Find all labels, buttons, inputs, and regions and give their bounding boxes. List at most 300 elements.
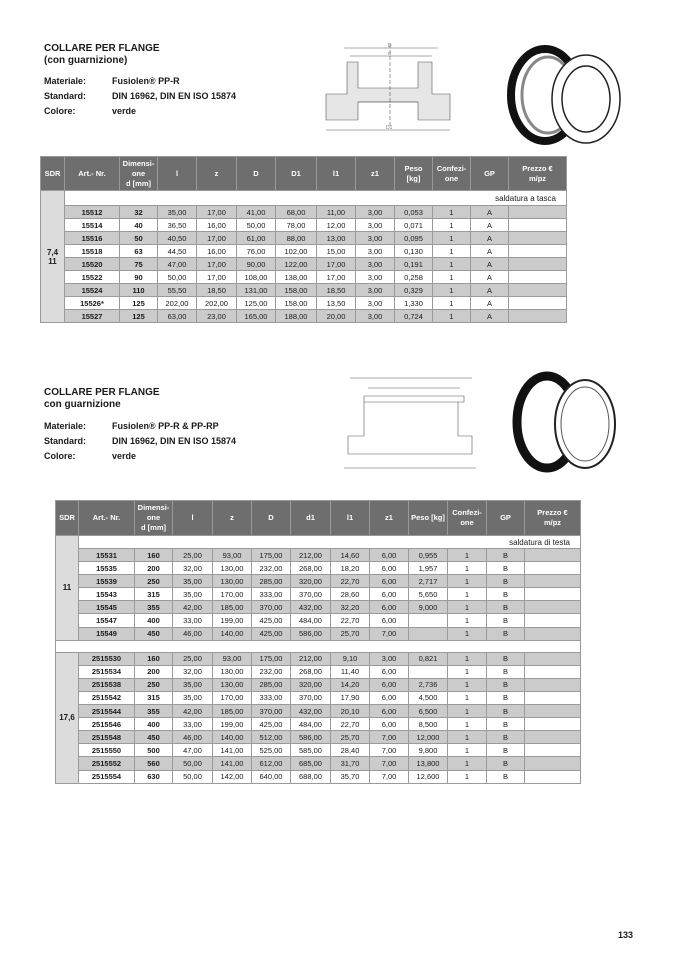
product-title: COLLARE PER FLANGE [44,387,160,398]
l1-cell: 28,40 [331,744,370,757]
prop-value: verde [112,451,137,461]
table-row [41,206,567,219]
l1-cell: 20,00 [317,310,356,323]
prop-material [44,419,236,434]
z-cell: 141,00 [213,744,252,757]
package-cell: 1 [433,258,471,271]
dimension-cell: 630 [135,770,173,783]
table-row [41,258,567,271]
z1-cell: 6,00 [370,601,409,614]
weight-cell: 0,955 [409,549,448,562]
l-cell: 25,00 [173,652,213,665]
z-cell: 130,00 [213,562,252,575]
package-cell: 1 [433,297,471,310]
l-cell: 33,00 [173,614,213,627]
D1-cell: 268,00 [291,665,331,678]
price-cell [525,562,581,575]
z-cell: 140,00 [213,731,252,744]
prop-label: Materiale: [44,421,87,431]
price-cell [509,284,567,297]
column-header: Prezzo € m/pz [525,501,581,536]
D-cell: 90,00 [237,258,276,271]
package-cell: 1 [433,219,471,232]
art-nr-cell: 15524 [65,284,120,297]
art-nr-cell: 2515554 [79,770,135,783]
art-nr-cell: 15526* [65,297,120,310]
z1-cell: 6,00 [370,665,409,678]
art-nr-cell: 2515544 [79,705,135,718]
l1-cell: 17,00 [317,258,356,271]
D1-cell: 122,00 [276,258,317,271]
product-subtitle: con guarnizione [44,399,121,410]
technical-drawing-1 [320,40,500,135]
dimension-cell: 50 [120,232,158,245]
weight-cell: 0,130 [395,245,433,258]
dimension-cell: 560 [135,757,173,770]
package-cell: 1 [448,627,487,640]
price-cell [525,731,581,744]
table-row [56,718,581,731]
price-cell [525,705,581,718]
price-cell [509,297,567,310]
l1-cell: 22,70 [331,614,370,627]
D-cell: 640,00 [252,770,291,783]
D1-cell: 102,00 [276,245,317,258]
z1-cell: 3,00 [370,652,409,665]
gp-cell: B [487,614,525,627]
column-header: z1 [370,501,409,536]
D-cell: 333,00 [252,588,291,601]
package-cell: 1 [448,691,487,704]
table-row [41,271,567,284]
column-header: z [197,157,237,191]
l1-cell: 9,10 [331,652,370,665]
z1-cell: 7,00 [370,770,409,783]
l1-cell: 17,90 [331,691,370,704]
table-row [56,705,581,718]
column-header: Prezzo € m/pz [509,157,567,191]
D-cell: 165,00 [237,310,276,323]
package-cell: 1 [448,718,487,731]
price-cell [525,627,581,640]
D1-cell: 138,00 [276,271,317,284]
weight-cell: 0,191 [395,258,433,271]
price-cell [525,575,581,588]
D1-cell: 586,00 [291,731,331,744]
z-cell: 16,00 [197,219,237,232]
column-header: l1 [317,157,356,191]
l-cell: 32,00 [173,665,213,678]
l1-cell: 25,70 [331,731,370,744]
art-nr-cell: 15543 [79,588,135,601]
z1-cell: 3,00 [356,310,395,323]
package-cell: 1 [433,206,471,219]
column-header: GP [471,157,509,191]
table-row [56,549,581,562]
table-row [56,744,581,757]
z1-cell: 3,00 [356,245,395,258]
drawing-label-D: D [388,43,392,49]
weight-cell [409,665,448,678]
package-cell: 1 [448,705,487,718]
z1-cell: 6,00 [370,614,409,627]
weight-cell: 0,095 [395,232,433,245]
weight-cell: 2,717 [409,575,448,588]
dimension-cell: 450 [135,731,173,744]
column-header: l1 [331,501,370,536]
gp-cell: A [471,232,509,245]
gp-cell: B [487,588,525,601]
table-row [56,575,581,588]
art-nr-cell: 15531 [79,549,135,562]
l-cell: 42,00 [173,601,213,614]
z1-cell: 6,00 [370,588,409,601]
gp-cell: A [471,245,509,258]
price-cell [525,691,581,704]
dimension-cell: 160 [135,652,173,665]
l-cell: 35,00 [173,691,213,704]
gp-cell: A [471,219,509,232]
dimension-cell: 250 [135,678,173,691]
l-cell: 46,00 [173,731,213,744]
dimension-cell: 400 [135,718,173,731]
l1-cell: 25,70 [331,627,370,640]
D1-cell: 432,00 [291,705,331,718]
dimension-cell: 32 [120,206,158,219]
prop-label: Colore: [44,451,76,461]
gp-cell: B [487,705,525,718]
z-cell: 185,00 [213,705,252,718]
D-cell: 125,00 [237,297,276,310]
art-nr-cell: 2515530 [79,652,135,665]
D-cell: 425,00 [252,614,291,627]
l-cell: 25,00 [173,549,213,562]
art-nr-cell: 2515548 [79,731,135,744]
z1-cell: 6,00 [370,718,409,731]
sdr-cell: 11 [56,536,79,641]
dimension-cell: 200 [135,665,173,678]
table-row [56,614,581,627]
column-header: l [173,501,213,536]
table-header-row [41,157,567,191]
l-cell: 35,00 [173,575,213,588]
D-cell: 76,00 [237,245,276,258]
price-cell [525,614,581,627]
z-cell: 142,00 [213,770,252,783]
package-cell: 1 [433,284,471,297]
section2-properties [44,419,236,464]
column-header: Dimensi- one d [mm] [120,157,158,191]
art-nr-cell: 15527 [65,310,120,323]
z1-cell: 7,00 [370,757,409,770]
z-cell: 130,00 [213,678,252,691]
weight-cell: 0,053 [395,206,433,219]
drawing-label-d: d [388,51,391,57]
l1-cell: 22,70 [331,575,370,588]
table-row [41,284,567,297]
table-row [41,219,567,232]
z-cell: 170,00 [213,691,252,704]
z-cell: 185,00 [213,601,252,614]
z1-cell: 3,00 [356,271,395,284]
z-cell: 16,00 [197,245,237,258]
price-cell [525,678,581,691]
sdr-cell: 7,4 11 [41,191,65,323]
D1-cell: 586,00 [291,627,331,640]
D-cell: 612,00 [252,757,291,770]
z1-cell: 6,00 [370,705,409,718]
table-row [56,601,581,614]
price-cell [525,744,581,757]
l-cell: 50,00 [173,770,213,783]
dimension-cell: 250 [135,575,173,588]
package-cell: 1 [448,744,487,757]
art-nr-cell: 15535 [79,562,135,575]
gp-cell: B [487,718,525,731]
welding-type-label: saldatura a tasca [65,191,567,206]
gp-cell: B [487,691,525,704]
l-cell: 202,00 [158,297,197,310]
weight-cell: 9,000 [409,601,448,614]
prop-material [44,74,236,89]
prop-value: verde [112,106,137,116]
l-cell: 42,00 [173,705,213,718]
D-cell: 333,00 [252,691,291,704]
weight-cell: 1,957 [409,562,448,575]
price-cell [509,219,567,232]
D1-cell: 212,00 [291,549,331,562]
gp-cell: A [471,206,509,219]
D-cell: 370,00 [252,705,291,718]
dimension-cell: 355 [135,705,173,718]
column-header: d1 [291,501,331,536]
table-row [56,678,581,691]
table-row [41,297,567,310]
column-header: Confezi- one [433,157,471,191]
art-nr-cell: 15516 [65,232,120,245]
D1-cell: 158,00 [276,297,317,310]
z-cell: 202,00 [197,297,237,310]
prop-label: Standard: [44,91,87,101]
welding-type-label: saldatura di testa [79,536,581,549]
prop-standard [44,89,236,104]
l1-cell: 13,50 [317,297,356,310]
l1-cell: 15,00 [317,245,356,258]
D1-cell: 158,00 [276,284,317,297]
z1-cell: 6,00 [370,678,409,691]
column-header: SDR [41,157,65,191]
l-cell: 55,50 [158,284,197,297]
column-header: Dimensi- one d [mm] [135,501,173,536]
D1-cell: 88,00 [276,232,317,245]
table-row [56,652,581,665]
D1-cell: 320,00 [291,575,331,588]
dimension-cell: 63 [120,245,158,258]
table-row [56,770,581,783]
price-cell [525,549,581,562]
prop-value: Fusiolen® PP-R [112,76,180,86]
prop-label: Standard: [44,436,87,446]
D-cell: 175,00 [252,549,291,562]
package-cell: 1 [433,245,471,258]
art-nr-cell: 15512 [65,206,120,219]
column-header: D [252,501,291,536]
art-nr-cell: 15539 [79,575,135,588]
weight-cell: 12,600 [409,770,448,783]
separator-cell [56,640,581,652]
dimension-cell: 500 [135,744,173,757]
product-table-1 [40,156,567,323]
D1-cell: 484,00 [291,718,331,731]
weight-cell [409,614,448,627]
art-nr-cell: 2515552 [79,757,135,770]
package-cell: 1 [433,310,471,323]
dimension-cell: 75 [120,258,158,271]
art-nr-cell: 15545 [79,601,135,614]
D1-cell: 685,00 [291,757,331,770]
column-header: Art.- Nr. [79,501,135,536]
z1-cell: 6,00 [370,575,409,588]
D1-cell: 78,00 [276,219,317,232]
section2-title [44,387,160,411]
D-cell: 285,00 [252,678,291,691]
section-row [41,191,567,206]
package-cell: 1 [448,678,487,691]
gp-cell: B [487,678,525,691]
z-cell: 141,00 [213,757,252,770]
D-cell: 175,00 [252,652,291,665]
weight-cell [409,627,448,640]
package-cell: 1 [448,601,487,614]
column-header: D [237,157,276,191]
l-cell: 40,50 [158,232,197,245]
D-cell: 425,00 [252,627,291,640]
weight-cell: 1,330 [395,297,433,310]
gp-cell: B [487,601,525,614]
z1-cell: 7,00 [370,627,409,640]
column-header: Art.- Nr. [65,157,120,191]
package-cell: 1 [448,614,487,627]
dimension-cell: 400 [135,614,173,627]
z1-cell: 6,00 [370,549,409,562]
l1-cell: 12,00 [317,219,356,232]
weight-cell: 4,500 [409,691,448,704]
table-row [41,245,567,258]
D1-cell: 585,00 [291,744,331,757]
price-cell [525,665,581,678]
table-row [56,731,581,744]
art-nr-cell: 2515542 [79,691,135,704]
l1-cell: 14,20 [331,678,370,691]
D1-cell: 268,00 [291,562,331,575]
z-cell: 199,00 [213,614,252,627]
dimension-cell: 125 [120,310,158,323]
D1-cell: 370,00 [291,588,331,601]
table-row [56,665,581,678]
l-cell: 32,00 [173,562,213,575]
l1-cell: 18,50 [317,284,356,297]
gp-cell: A [471,310,509,323]
prop-value: DIN 16962, DIN EN ISO 15874 [112,91,237,101]
z-cell: 17,00 [197,232,237,245]
section1-title [44,43,160,67]
gp-cell: B [487,575,525,588]
package-cell: 1 [448,665,487,678]
z1-cell: 6,00 [370,691,409,704]
price-cell [509,310,567,323]
prop-label: Materiale: [44,76,87,86]
weight-cell: 8,500 [409,718,448,731]
weight-cell: 9,800 [409,744,448,757]
prop-value: Fusiolen® PP-R & PP-RP [112,421,219,431]
dimension-cell: 110 [120,284,158,297]
l-cell: 47,00 [158,258,197,271]
z-cell: 140,00 [213,627,252,640]
D-cell: 108,00 [237,271,276,284]
z-cell: 93,00 [213,652,252,665]
z1-cell: 3,00 [356,206,395,219]
group-separator [56,640,581,652]
D-cell: 131,00 [237,284,276,297]
table-row [56,562,581,575]
z-cell: 130,00 [213,665,252,678]
column-header: SDR [56,501,79,536]
l-cell: 50,00 [158,271,197,284]
l-cell: 35,00 [173,678,213,691]
weight-cell: 0,329 [395,284,433,297]
page-number: 133 [617,930,633,940]
l-cell: 63,00 [158,310,197,323]
l-cell: 46,00 [173,627,213,640]
art-nr-cell: 15518 [65,245,120,258]
l-cell: 35,00 [158,206,197,219]
price-cell [525,652,581,665]
gp-cell: A [471,258,509,271]
product-subtitle: (con guarnizione) [44,55,128,66]
package-cell: 1 [448,588,487,601]
art-nr-cell: 15522 [65,271,120,284]
D-cell: 512,00 [252,731,291,744]
dimension-cell: 200 [135,562,173,575]
z1-cell: 7,00 [370,744,409,757]
price-cell [509,245,567,258]
weight-cell: 12,000 [409,731,448,744]
D1-cell: 68,00 [276,206,317,219]
l1-cell: 20,10 [331,705,370,718]
drawing-label-D1: D1 [386,125,393,131]
z-cell: 23,00 [197,310,237,323]
weight-cell: 13,800 [409,757,448,770]
D-cell: 232,00 [252,562,291,575]
table-header-row [56,501,581,536]
package-cell: 1 [448,575,487,588]
D-cell: 425,00 [252,718,291,731]
l-cell: 47,00 [173,744,213,757]
l1-cell: 35,70 [331,770,370,783]
section-row [56,536,581,549]
column-header: Confezi- one [448,501,487,536]
column-header: Peso [kg] [395,157,433,191]
art-nr-cell: 2515534 [79,665,135,678]
z-cell: 199,00 [213,718,252,731]
l-cell: 50,00 [173,757,213,770]
column-header: z1 [356,157,395,191]
weight-cell: 0,258 [395,271,433,284]
z1-cell: 6,00 [370,562,409,575]
l1-cell: 32,20 [331,601,370,614]
z-cell: 17,00 [197,271,237,284]
D1-cell: 212,00 [291,652,331,665]
